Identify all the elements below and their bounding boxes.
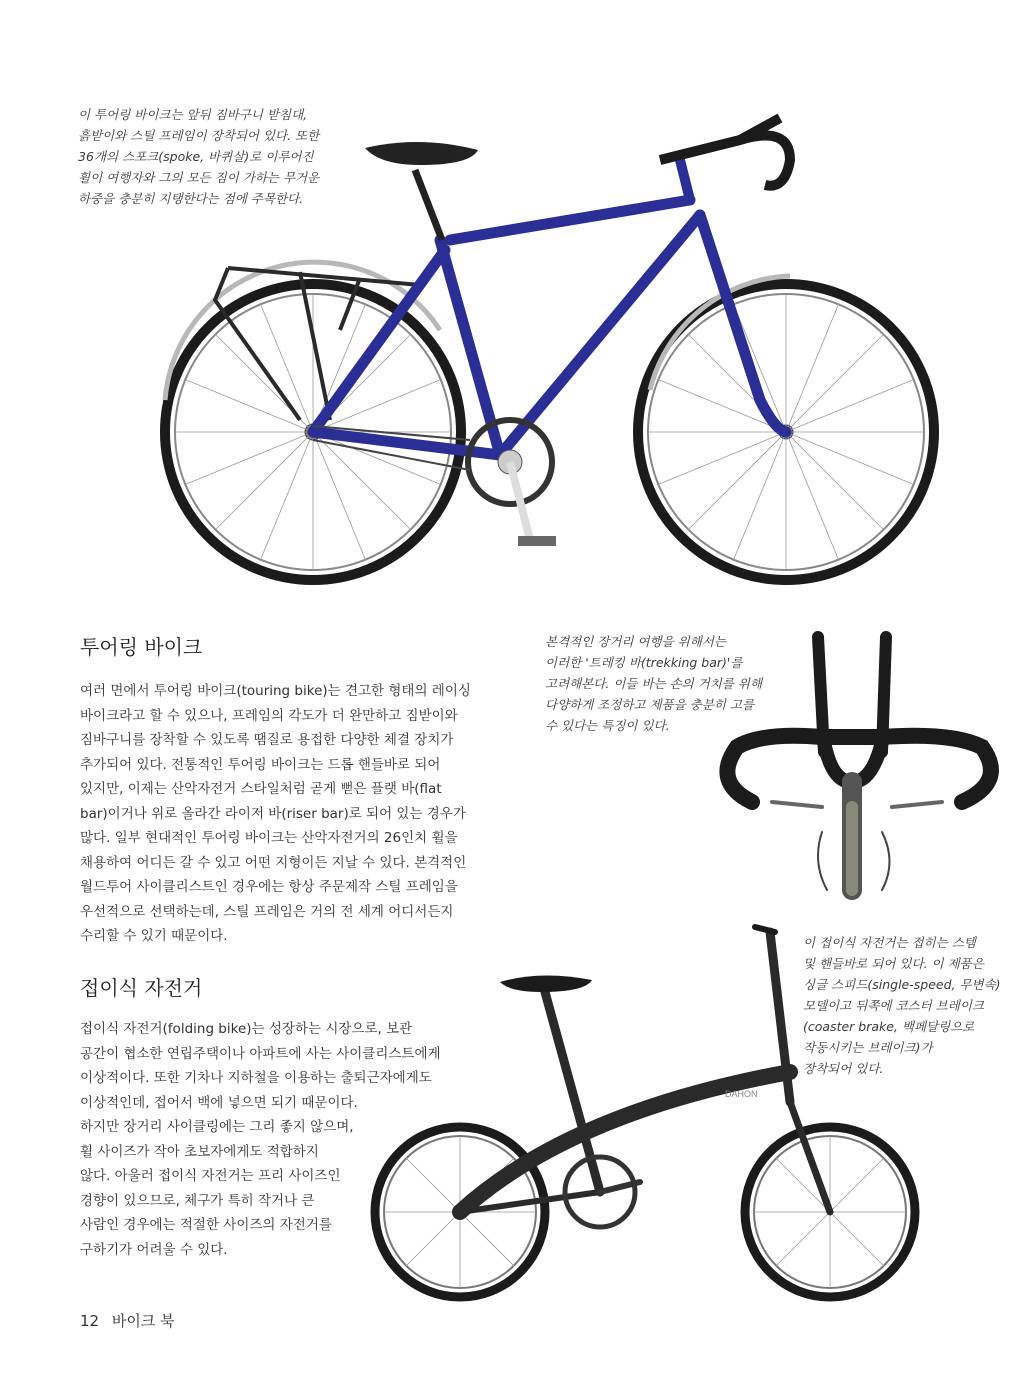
folding-brand-label: DAHON	[725, 1089, 758, 1099]
caption-touring-bike: 이 투어링 바이크는 앞뒤 짐바구니 받침대, 흙받이와 스틸 프레임이 장착되어 있다. 또한 36개의 스포크(spoke, 바퀴살)로 이루어진 휠이 여행자와 그의 모든 짐이 가하는 무거운 하중을 충분히 지탱한다는 점에 주목한다.	[78, 107, 320, 206]
touring-bike-image	[0, 0, 1024, 600]
folding-bike-heading: 접이식 자전거	[80, 976, 203, 1000]
folding-bike-image	[370, 912, 930, 1312]
caption-folding-bike: 이 접이식 자전거는 접히는 스템 및 핸들바로 되어 있다. 이 제품은 싱글 스피드(single-speed, 무변속) 모델이고 뒤쪽에 코스터 브레이크 (coaster brake, 백페달링으로 작동시키는 브레이크)가 장착되어 있다.	[803, 935, 1001, 1076]
caption-trekking-bar: 본격적인 장거리 여행을 위해서는 이러한 '트레킹 바(trekking bar)'를 고려해본다. 이들 바는 손의 거치를 위해 다양하게 조정하고 제품을 충분히 고를 수 있다는 특징이 있다.	[545, 634, 763, 733]
trekking-bar-image	[712, 632, 1012, 892]
touring-bike-heading: 투어링 바이크	[80, 635, 203, 659]
page-footer	[80, 1310, 175, 1331]
book-title: 바이크 북	[111, 1312, 175, 1330]
touring-bike-body: 여러 면에서 투어링 바이크(touring bike)는 견고한 형태의 레이싱 바이크라고 할 수 있으나, 프레임의 각도가 더 완만하고 짐받이와 짐바구니를 장착할 수 있도록 땜질로 용접한 다양한 체결 장치가 추가되어 있다. 전통적인 투어링 바이크는 드롭 핸들바로 되어 있지만, 이제는 산악자전거 스타일처럼 곧게 뻗은 플랫 바(flat bar)이거나 위로 올라간 라이저 바(riser bar)로 되어 있는 경우가 많다. 일부 현대적인 투어링 바이크는 산악자전거의 26인치 휠을 채용하여 어디든 갈 수 있고 어떤 지형이든 지날 수 있다. 본격적인 월드투어 사이클리스트인 경우에는 항상 주문제작 스틸 프레임을 우선적으로 선택하는데, 스틸 프레임은 거의 전 세계 어디서든지 수리할 수 있기 때문이다.	[80, 683, 471, 944]
touring-brand-label: DAWES	[576, 303, 673, 405]
folding-bike-body: 접이식 자전거(folding bike)는 성장하는 시장으로, 보관 공간이 협소한 연립주택이나 아파트에 사는 사이클리스트에게 이상적이다. 또한 기차나 지하철을 이용하는 출퇴근자에게도 이상적인데, 접어서 백에 넣으면 되기 때문이다. 하지만 장거리 사이클링에는 그리 좋지 않으며, 휠 사이즈가 작아 초보자에게도 적합하지 않다. 아울러 접이식 자전거는 프리 사이즈인 경향이 있으므로, 체구가 특히 작거나 큰 사람인 경우에는 적절한 사이즈의 자전거를 구하기가 어려울 수 있다.	[80, 1021, 441, 1258]
page-number: 12	[80, 1312, 100, 1330]
